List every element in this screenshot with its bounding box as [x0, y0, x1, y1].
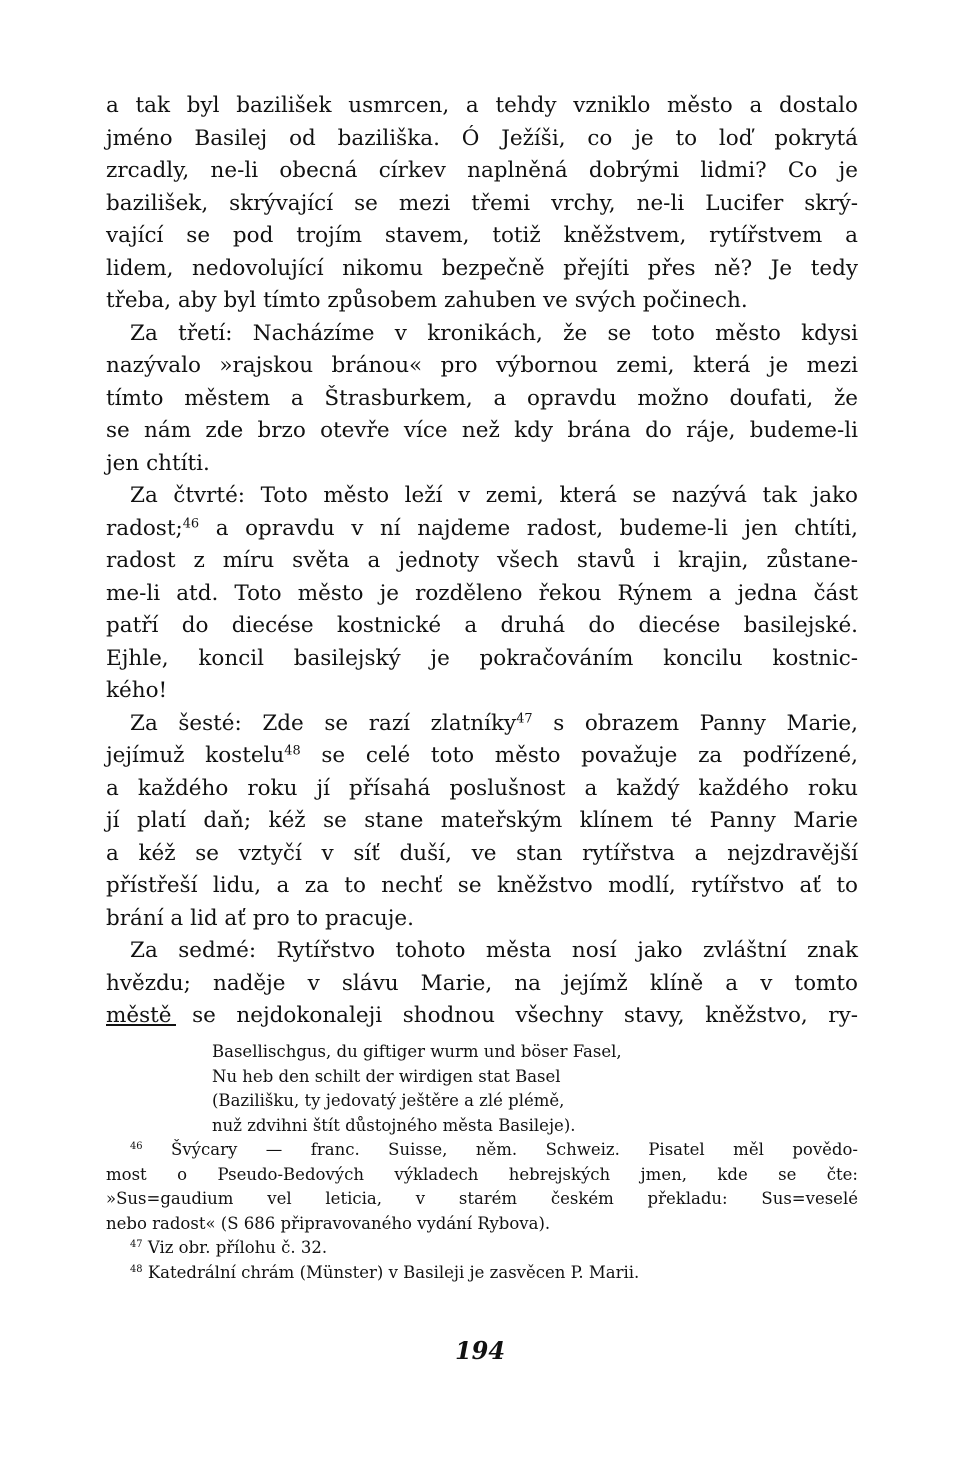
- line-text: nazývalo »rajskou bránou« pro výbornou zemi, která je mezi: [106, 353, 858, 378]
- text-line: [106, 415, 858, 448]
- line-text: jen chtíti.: [106, 450, 210, 476]
- verse-line: Nu heb den schilt der wirdigen stat Basel: [212, 1066, 561, 1086]
- text-line: [106, 545, 858, 578]
- page-number: 194: [454, 1336, 506, 1365]
- footnote-line: [106, 1212, 858, 1237]
- line-text-continued: se celé toto město považuje za podřízené,: [300, 743, 858, 768]
- text-line: [106, 870, 858, 903]
- footnote: [106, 1138, 858, 1236]
- line-text: hvězdu; naděje v slávu Marie, na jejímž klíně a v tomto: [106, 970, 858, 996]
- line-text: vající se pod trojím stavem, totiž kněžstvem, rytířstvem a: [106, 223, 858, 248]
- line-text: tímto městem a Štrasburkem, a opravdu možno doufati, že: [106, 385, 858, 411]
- footnote-reference: 48: [284, 743, 301, 759]
- footnote-reference: 47: [516, 710, 533, 726]
- text-line: [106, 448, 858, 481]
- line-text: a každého roku jí přísahá poslušnost a každý každého roku: [106, 775, 858, 801]
- text-line: [106, 773, 858, 806]
- line-text: Katedrální chrám (Münster) v Basileji je zasvěcen P. Marii.: [142, 1262, 640, 1282]
- line-text: me-li atd. Toto město je rozděleno řekou Rýnem a jedna část: [106, 580, 858, 606]
- line-text: kého!: [106, 678, 168, 703]
- text-line: [106, 578, 858, 611]
- line-text: zrcadly, ne-li obecná církev naplněná dobrými lidmi? Co je: [106, 158, 858, 183]
- footnote-line: [106, 1261, 858, 1286]
- footnote-number: 46: [130, 1141, 143, 1153]
- text-line: [106, 1000, 858, 1033]
- line-text: Za šesté: Zde se razí zlatníky: [130, 710, 517, 736]
- text-line: [106, 480, 858, 513]
- line-text: »Sus=gaudium vel leticia, v starém českém překladu: Sus=veselé: [106, 1189, 858, 1208]
- text-line: [106, 740, 858, 773]
- line-text: městě se nejdokonaleji shodnou všechny stavy, kněžstvo, ry-: [106, 1003, 858, 1028]
- line-text-continued: a opravdu v ní najdeme radost, budeme-li jen chtíti,: [199, 515, 858, 541]
- text-line: [106, 968, 858, 1001]
- line-text: třeba, aby byl tímto způsobem zahuben ve svých počinech.: [106, 288, 748, 313]
- text-line: [106, 350, 858, 383]
- line-text: jejímuž kostelu: [106, 743, 285, 768]
- footnote-number: 47: [130, 1239, 143, 1251]
- notes-section: [106, 1040, 858, 1285]
- line-text: jí platí daň; kéž se stane mateřským klínem té Panny Marie: [106, 808, 858, 833]
- footnotes: [106, 1138, 858, 1285]
- text-line: [106, 383, 858, 416]
- footnote: [106, 1261, 858, 1286]
- footnote-line: [106, 1236, 858, 1261]
- text-line: [106, 123, 858, 156]
- text-line: [106, 513, 858, 546]
- text-line: [106, 155, 858, 188]
- footnote-line: [106, 1163, 858, 1188]
- text-line: [106, 675, 858, 708]
- line-text: bazilišek, skrývající se mezi třemi vrchy, ne-li Lucifer skrý-: [106, 190, 858, 216]
- line-text: radost z míru světa a jednoty všech stavů i krajin, zůstane-: [106, 548, 858, 573]
- line-text: Za sedmé: Rytířstvo tohoto města nosí jako zvláštní znak: [130, 938, 858, 963]
- line-text: a kéž se vztyčí v síť duší, ve stan rytířstva a nejzdravější: [106, 840, 858, 866]
- footnote-line: [106, 1187, 858, 1212]
- footnote-reference: 46: [182, 515, 200, 531]
- line-text: jméno Basilej od baziliška. Ó Ježíši, co je to loď pokrytá: [106, 125, 858, 151]
- line-text: se nám zde brzo otevře více než kdy brána do ráje, budeme-li: [106, 418, 858, 443]
- text-line: [106, 220, 858, 253]
- line-text: Za čtvrté: Toto město leží v zemi, která se nazývá tak jako: [130, 483, 858, 508]
- verse-line: nuž zdvihni štít důstojného města Basileje).: [212, 1115, 576, 1135]
- text-line: [106, 253, 858, 286]
- line-text: brání a lid ať pro to pracuje.: [106, 905, 414, 931]
- line-text: Za třetí: Nacházíme v kronikách, že se toto město kdysi: [130, 320, 858, 346]
- text-line: [106, 643, 858, 676]
- line-text: přístřeší lidu, a za to nechť se kněžstvo modlí, rytířstvo ať to: [106, 873, 858, 898]
- text-line: [106, 610, 858, 643]
- text-line: [106, 188, 858, 221]
- line-text-continued: s obrazem Panny Marie,: [532, 710, 858, 736]
- text-line: [106, 838, 858, 871]
- text-line: [106, 285, 858, 318]
- line-text: radost;: [106, 515, 183, 541]
- line-text: patří do diecése kostnické a druhá do diecése basilejské.: [106, 613, 858, 638]
- line-text: most o Pseudo-Bedových výkladech hebrejských jmen, kde se čte:: [106, 1164, 858, 1184]
- text-line: [106, 318, 858, 351]
- verse-line: (Bazilišku, ty jedovatý ještěre a zlé plémě,: [212, 1091, 565, 1110]
- line-text: a tak byl bazilišek usmrcen, a tehdy vzniklo město a dostalo: [106, 93, 858, 118]
- main-text: [106, 90, 858, 1033]
- line-text: nebo radost« (S 686 připravovaného vydání Rybova).: [106, 1213, 551, 1233]
- footnote: [106, 1236, 858, 1261]
- verse-line: Basellischgus, du giftiger wurm und böser Fasel,: [212, 1042, 622, 1061]
- footnote-line: [106, 1138, 858, 1163]
- text-line: [106, 708, 858, 741]
- text-line: [106, 935, 858, 968]
- text-line: [106, 903, 858, 936]
- text-line: [106, 805, 858, 838]
- line-text: Ejhle, koncil basilejský je pokračováním koncilu kostnic-: [106, 645, 858, 671]
- line-text: Viz obr. přílohu č. 32.: [142, 1238, 328, 1257]
- footnote-rule: [106, 1024, 176, 1026]
- line-text: Švýcary — franc. Suisse, něm. Schweiz. Pisatel měl povědo-: [142, 1140, 858, 1159]
- text-line: [106, 90, 858, 123]
- footnote-number: 48: [130, 1263, 143, 1275]
- line-text: lidem, nedovolující nikomu bezpečně přejíti přes ně? Je tedy: [106, 255, 858, 281]
- verse-quote: [106, 1040, 858, 1138]
